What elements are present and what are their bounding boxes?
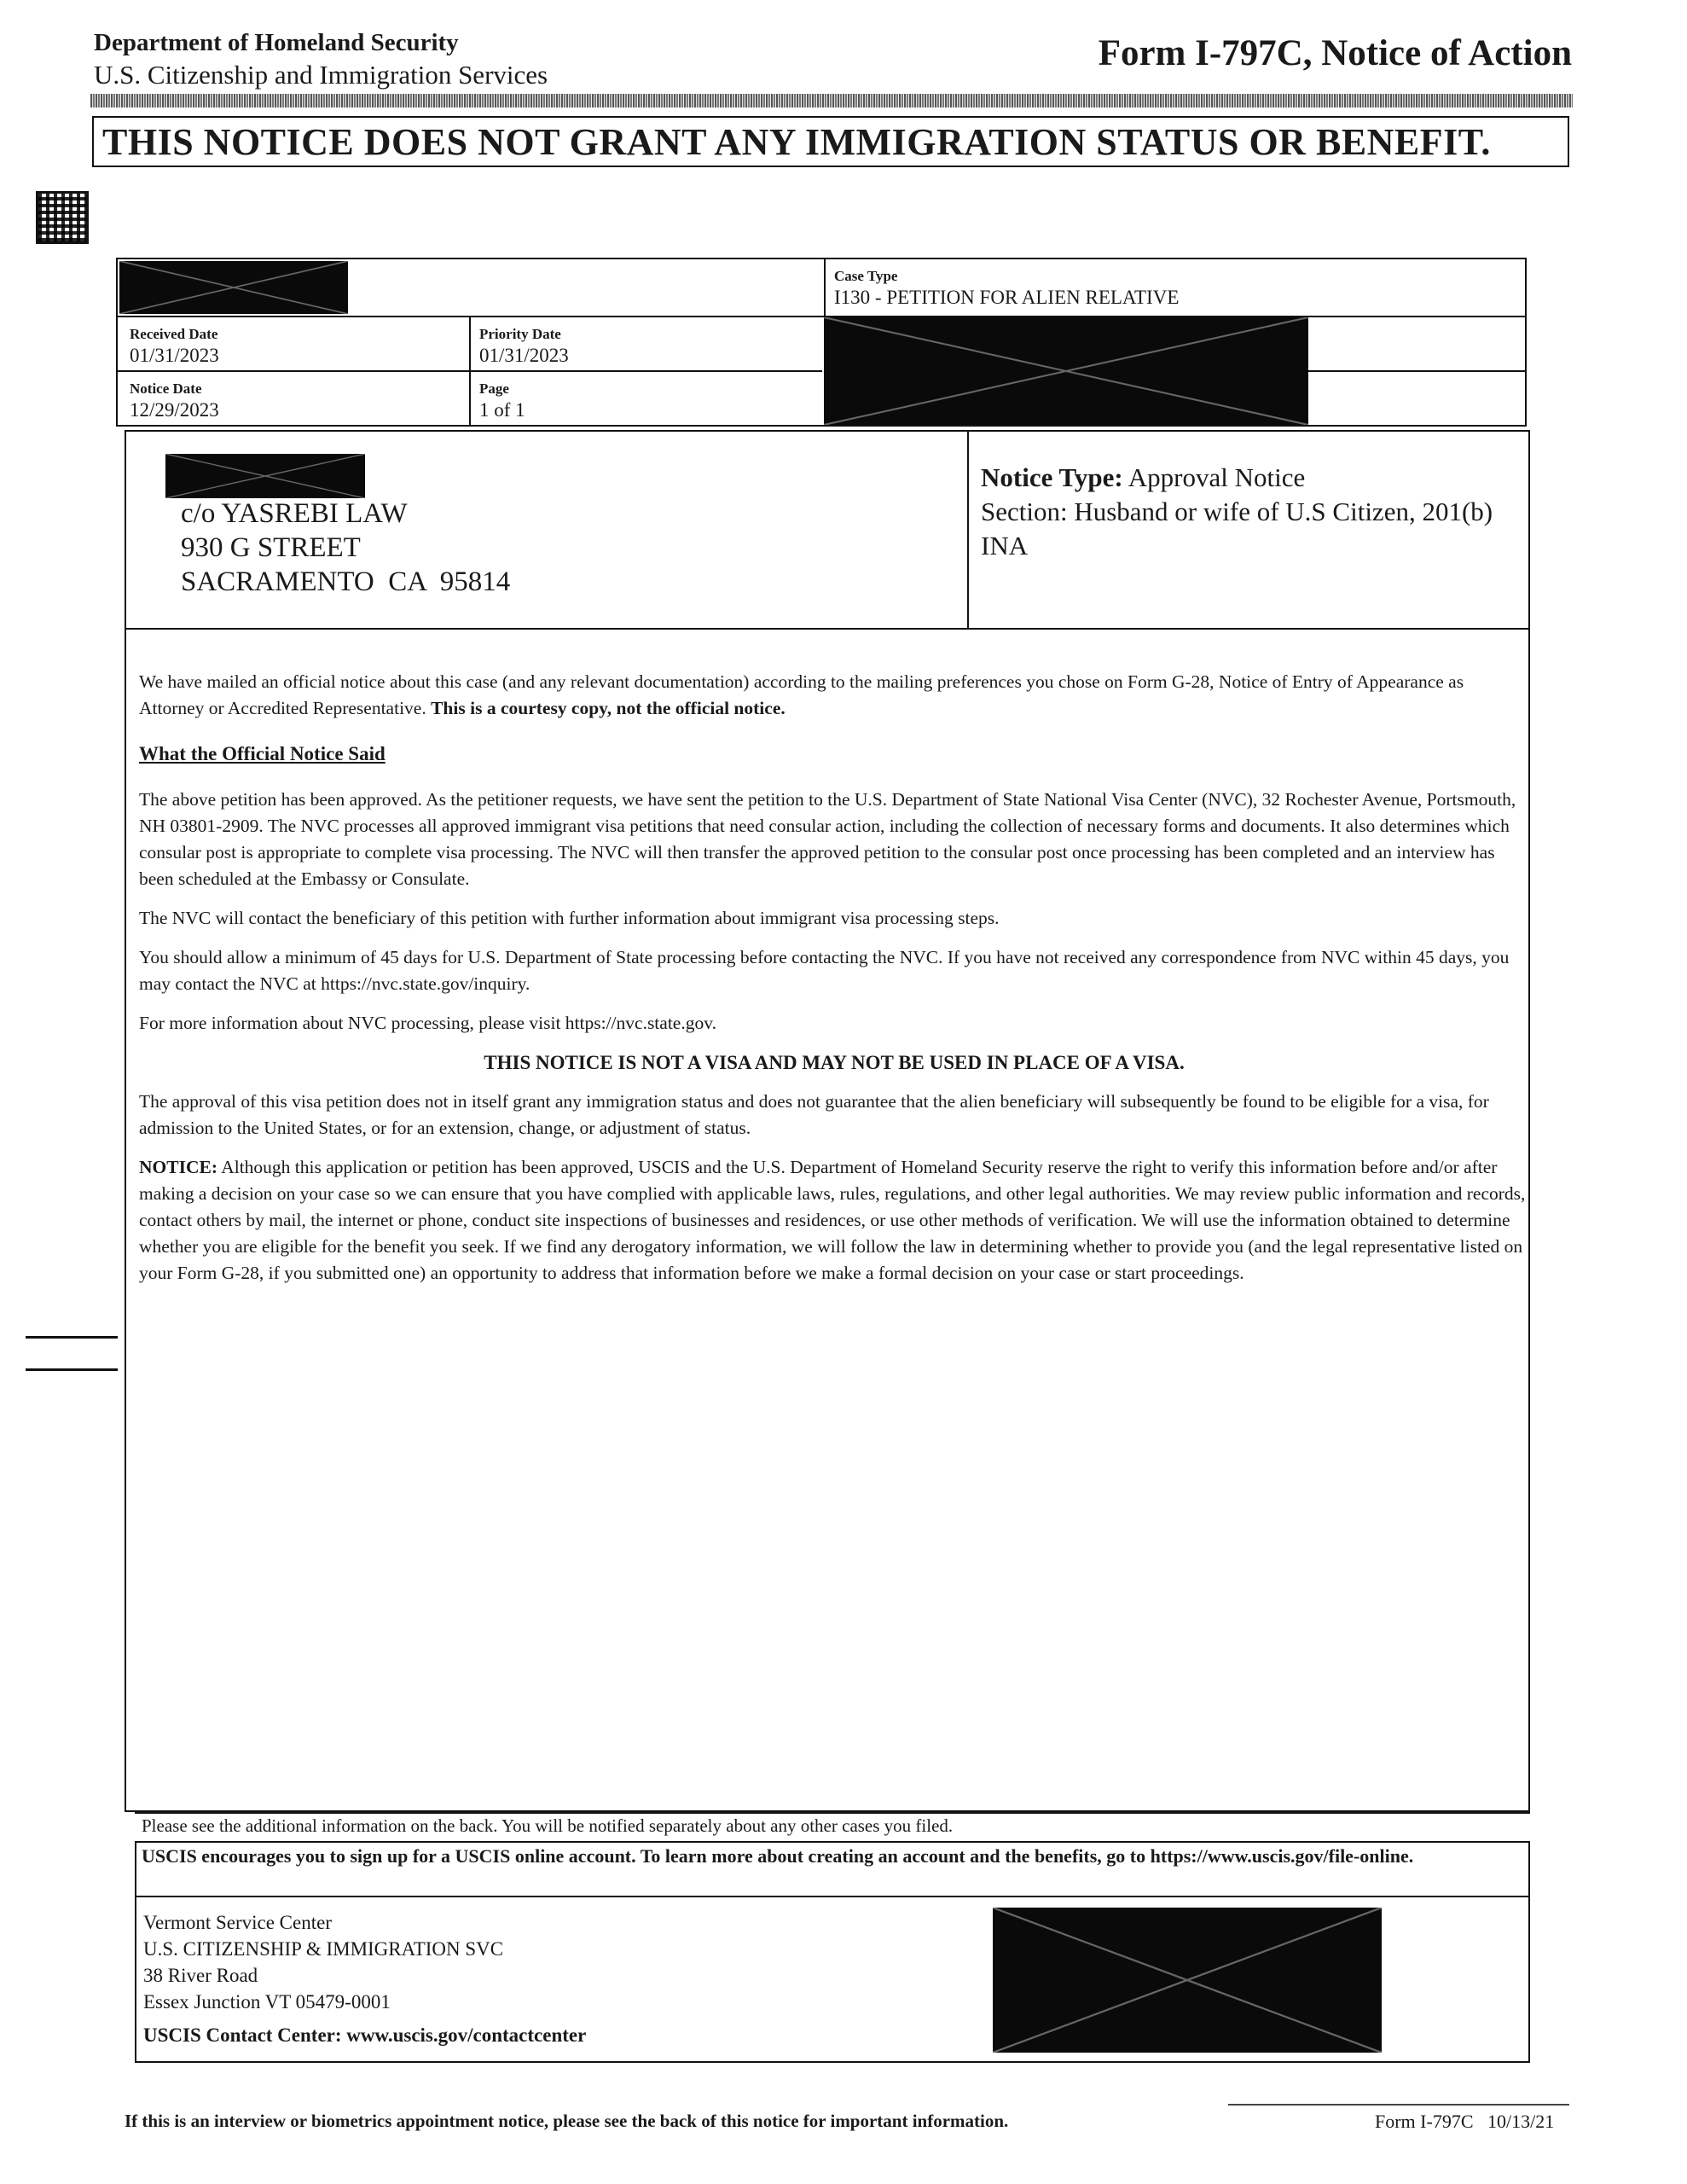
section-line-1: Section: Husband or wife of U.S Citizen, 201(b) [981, 497, 1493, 526]
priority-date-cell [471, 317, 822, 372]
not-a-visa-heading: THIS NOTICE IS NOT A VISA AND MAY NOT BE USED IN PLACE OF A VISA. [484, 1052, 1185, 1073]
barcode-icon [36, 191, 89, 244]
form-title: Form I-797C, Notice of Action [1098, 33, 1572, 73]
grid-divider [1308, 370, 1525, 372]
priority-date-value: 01/31/2023 [479, 345, 569, 366]
notice-label: NOTICE: [139, 1157, 217, 1177]
address-line-2: 930 G STREET [181, 532, 361, 563]
contact-center-text: USCIS Contact Center: www.uscis.gov/contactcenter [143, 2024, 587, 2046]
service-center-line-3: 38 River Road [143, 1965, 258, 1986]
address-line-3: SACRAMENTO CA 95814 [181, 566, 511, 597]
service-center-line-2: U.S. CITIZENSHIP & IMMIGRATION SVC [143, 1938, 504, 1960]
notice-type-label: Notice Type: [981, 462, 1123, 492]
section-heading: What the Official Notice Said [139, 743, 386, 764]
case-type-label: Case Type [834, 268, 898, 284]
received-date-label: Received Date [130, 326, 218, 342]
notice-date-label: Notice Date [130, 380, 202, 397]
page-label: Page [479, 380, 509, 397]
notice-type-value: Approval Notice [1128, 462, 1306, 492]
service-center-address [143, 1909, 586, 2048]
paragraph-approval: The above petition has been approved. As the petitioner requests, we have sent the petition to the U.S. Department of State National Visa Center (NVC), 32 Rochester Avenue, Portsmouth, NH 03801-2909. The NVC processes all approved immigrant visa petitions that need consular action, including the collection of necessary forms and documents. It also determines which consular post is appropriate to complete visa processing. The NVC will then transfer the approved petition to the consular post once processing has been completed and an interview has been scheduled at the Embassy or Consulate. [139, 789, 1516, 889]
margin-mark [26, 1368, 118, 1371]
address-divider [125, 628, 1530, 630]
service-center-line-1: Vermont Service Center [143, 1912, 332, 1933]
agency-subname: U.S. Citizenship and Immigration Services [94, 60, 548, 90]
redacted-beneficiary [824, 317, 1308, 425]
footer-note: If this is an interview or biometrics appointment notice, please see the back of this notice for important information. [125, 2111, 1009, 2131]
paragraph-processing-time: You should allow a minimum of 45 days for U.S. Department of State processing before contacting the NVC. If you have not received any correspondence from NVC within 45 days, you may contact the NVC at https://nvc.state.gov/inquiry. [139, 947, 1510, 994]
service-center-line-4: Essex Junction VT 05479-0001 [143, 1991, 391, 2013]
agency-name: Department of Homeland Security [94, 29, 459, 56]
case-type-cell [824, 259, 1527, 316]
margin-mark [26, 1336, 118, 1339]
bottom-divider [135, 1812, 1530, 1814]
paragraph-status: The approval of this visa petition does not in itself grant any immigration status and does not guarantee that the alien beneficiary will subsequently be found to be eligible for a visa, for admission to the United States, or for an extension, change, or adjustment of status. [139, 1091, 1489, 1138]
footer-rule [1228, 2104, 1569, 2106]
redacted-signature-block [993, 1908, 1382, 2053]
received-date-cell [118, 317, 471, 372]
additional-info-text: Please see the additional information on the back. You will be notified separately about any other cases you filed. [142, 1815, 954, 1836]
status-banner: THIS NOTICE DOES NOT GRANT ANY IMMIGRATION STATUS OR BENEFIT. [92, 116, 1569, 167]
notice-type-block [981, 461, 1527, 563]
page-cell [471, 372, 822, 425]
paragraph-verification: Although this application or petition has been approved, USCIS and the U.S. Department of Homeland Security reserve the right to verify this information before and/or after making a decision on your case so we can ensure that you have complied with applicable laws, rules, regulations, and other legal authorities. We may review public information and records, contact others by mail, the internet or phone, conduct site inspections of businesses and residences, or use other methods of verification. We will use the information obtained to determine whether you are eligible for the benefit you seek. If we find any derogatory information, we will follow the law in determining whether to provide you (and the legal representative listed on your Form G-28, if you submitted one) an opportunity to address that information before we make a formal decision on your case or start proceedings. [139, 1157, 1526, 1283]
paragraph-nvc-contact: The NVC will contact the beneficiary of this petition with further information about immigrant visa processing steps. [139, 908, 1000, 928]
footer-form-id: Form I-797C 10/13/21 [1375, 2111, 1555, 2132]
redacted-recipient-name [165, 454, 365, 498]
redacted-receipt-number [119, 261, 348, 314]
address-line-1: c/o YASREBI LAW [181, 498, 408, 529]
case-type-value: I130 - PETITION FOR ALIEN RELATIVE [834, 287, 1180, 308]
notice-date-value: 12/29/2023 [130, 399, 219, 421]
mailing-address [181, 497, 510, 599]
intro-text: We have mailed an official notice about this case (and any relevant documentation) according to the mailing preferences you chose on Form G-28, Notice of Entry of Appearance as Attorney or Accredited Representative. [139, 671, 1464, 718]
paragraph-more-info: For more information about NVC processing, please visit https://nvc.state.gov. [139, 1013, 716, 1033]
address-column-divider [967, 430, 969, 630]
received-date-value: 01/31/2023 [130, 345, 219, 366]
page-value: 1 of 1 [479, 399, 525, 421]
notice-text [139, 669, 1529, 1299]
priority-date-label: Priority Date [479, 326, 561, 342]
section-line-2: INA [981, 531, 1029, 561]
notice-date-cell [118, 372, 471, 425]
header-divider [90, 94, 1573, 107]
online-account-text: USCIS encourages you to sign up for a USCIS online account. To learn more about creating an account and the benefits, go to https://www.uscis.gov/file-online. [142, 1845, 1414, 1867]
courtesy-copy-text: This is a courtesy copy, not the official notice. [431, 698, 786, 718]
